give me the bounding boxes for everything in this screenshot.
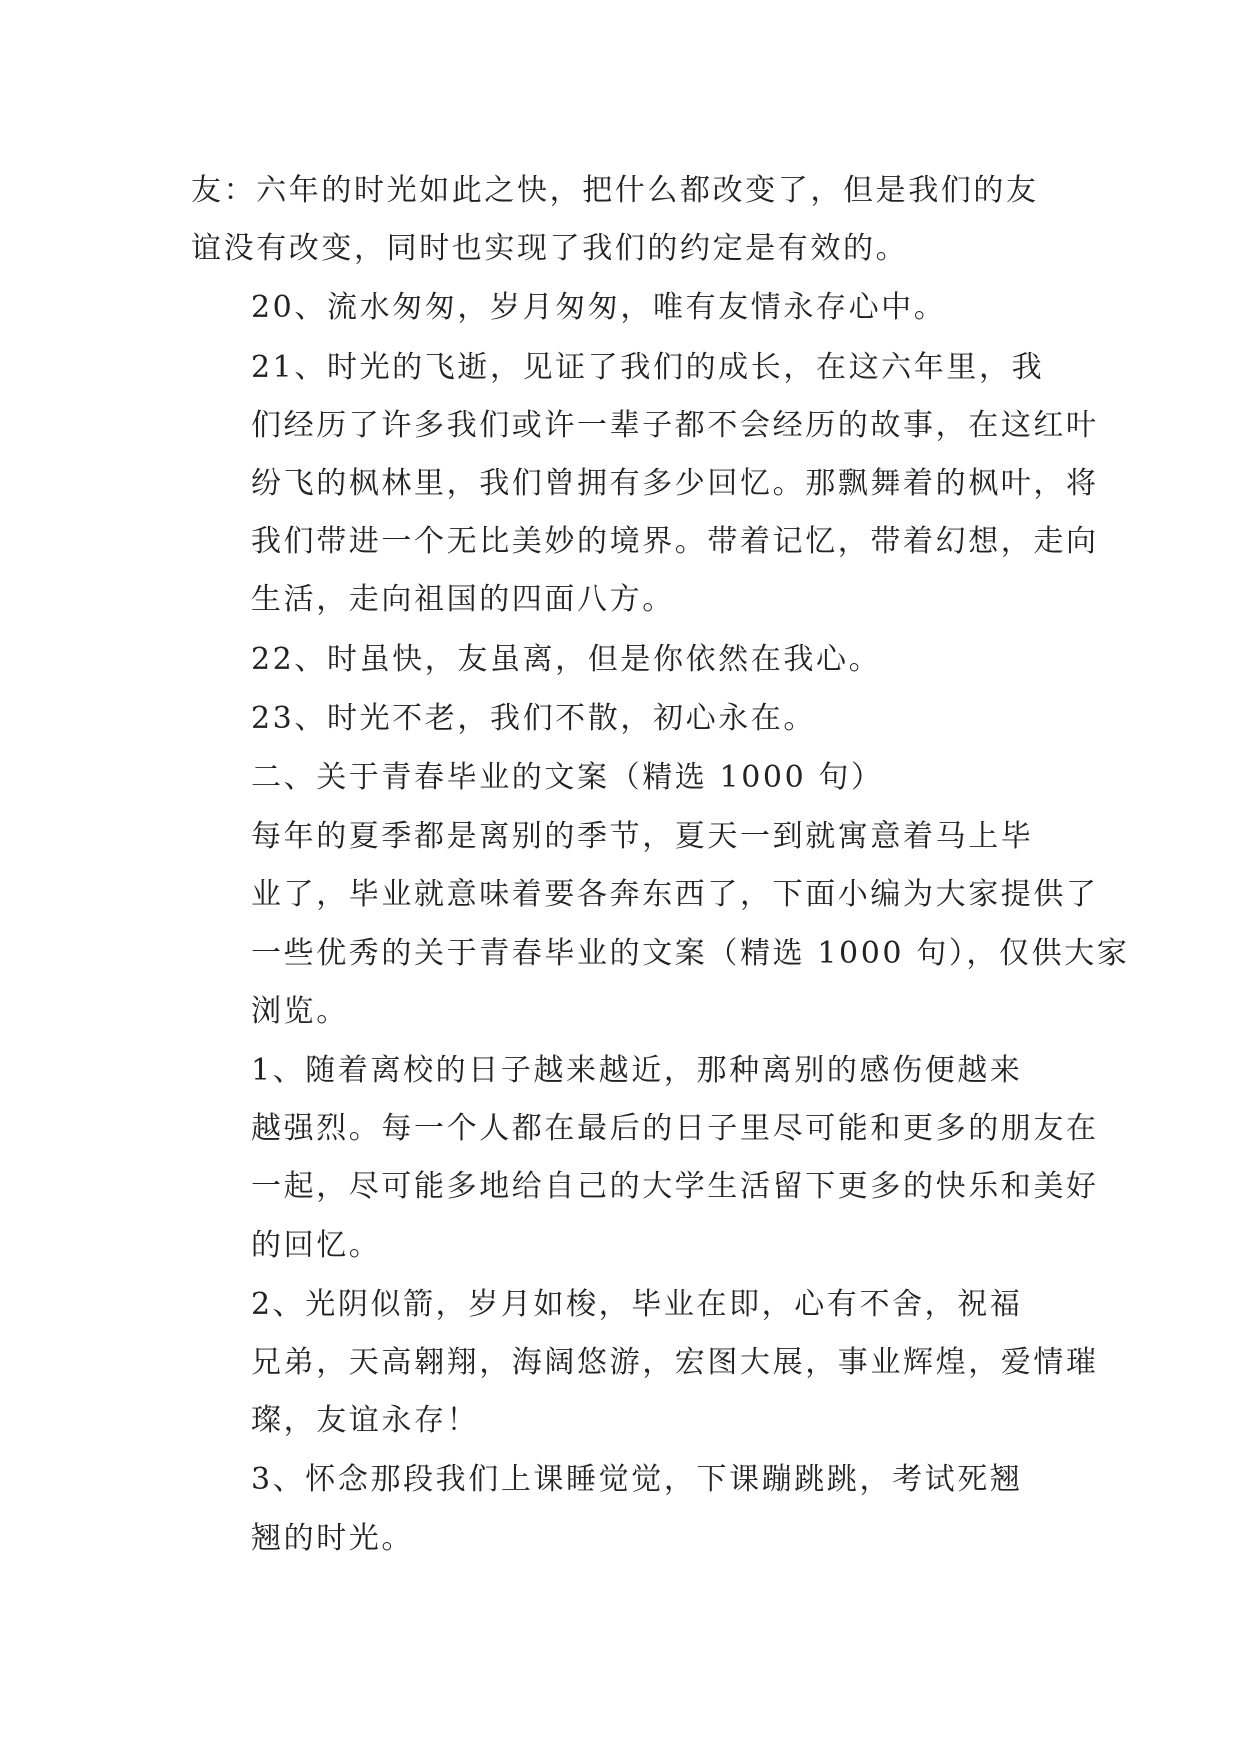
- text-line: 2、光阴似箭，岁月如梭，毕业在即，心有不舍，祝福: [251, 1286, 1023, 1322]
- paragraph-item-22: [191, 631, 1051, 689]
- text-line: 业了，毕业就意味着要各奔东西了，下面小编为大家提供了: [251, 877, 1099, 913]
- paragraph-item-23: [191, 690, 1051, 748]
- text-line: 璨，友谊永存！: [251, 1403, 480, 1439]
- text-line: 纷飞的枫林里，我们曾拥有多少回忆。那飘舞着的枫叶，将: [251, 466, 1099, 502]
- paragraph-friendship-continued: [191, 162, 1051, 278]
- text-line: 20、流水匆匆，岁月匆匆，唯有友情永存心中。: [251, 290, 947, 326]
- text-line: 1、随着离校的日子越来越近，那种离别的感伤便越来: [251, 1053, 1023, 1089]
- paragraph-item-20: [191, 279, 1051, 337]
- text-line: 翘的时光。: [251, 1520, 414, 1556]
- paragraph-item-1: [191, 1042, 1099, 1275]
- text-line: 22、时虽快，友虽离，但是你依然在我心。: [251, 641, 882, 677]
- text-line: 3、怀念那段我们上课睡觉觉，下课蹦跳跳，考试死翘: [251, 1462, 1023, 1498]
- text-line: 生活，走向祖国的四面八方。: [251, 582, 675, 618]
- text-line: 兄弟，天高翱翔，海阔悠游，宏图大展，事业辉煌，爱情璀: [251, 1345, 1099, 1381]
- text-line: 一些优秀的关于青春毕业的文案（精选 1000 句），仅供大家: [251, 935, 1130, 971]
- document-body: [191, 162, 1130, 1569]
- paragraph-item-3: [191, 1451, 1051, 1567]
- text-line: 友：六年的时光如此之快，把什么都改变了，但是我们的友: [191, 173, 1039, 208]
- text-line: 每年的夏季都是离别的季节，夏天一到就寓意着马上毕: [251, 819, 1034, 855]
- text-line: 越强烈。每一个人都在最后的日子里尽可能和更多的朋友在: [251, 1111, 1099, 1147]
- text-line: 一起，尽可能多地给自己的大学生活留下更多的快乐和美好: [251, 1169, 1099, 1205]
- paragraph-intro: [191, 808, 1130, 1041]
- paragraph-item-2: [191, 1276, 1099, 1451]
- text-line: 23、时光不老，我们不散，初心永在。: [251, 700, 816, 736]
- text-line: 们经历了许多我们或许一辈子都不会经历的故事，在这红叶: [251, 407, 1099, 443]
- text-line: 谊没有改变，同时也实现了我们的约定是有效的。: [191, 231, 909, 267]
- text-line: 浏览。: [251, 993, 349, 1029]
- section-heading: [191, 749, 1051, 807]
- text-line: 我们带进一个无比美妙的境界。带着记忆，带着幻想，走向: [251, 524, 1099, 560]
- text-line: 二、关于青春毕业的文案（精选 1000 句）: [251, 760, 884, 796]
- text-line: 的回忆。: [251, 1227, 382, 1263]
- text-line: 21、时光的飞逝，见证了我们的成长，在这六年里，我: [251, 349, 1045, 385]
- paragraph-item-21: [191, 339, 1099, 630]
